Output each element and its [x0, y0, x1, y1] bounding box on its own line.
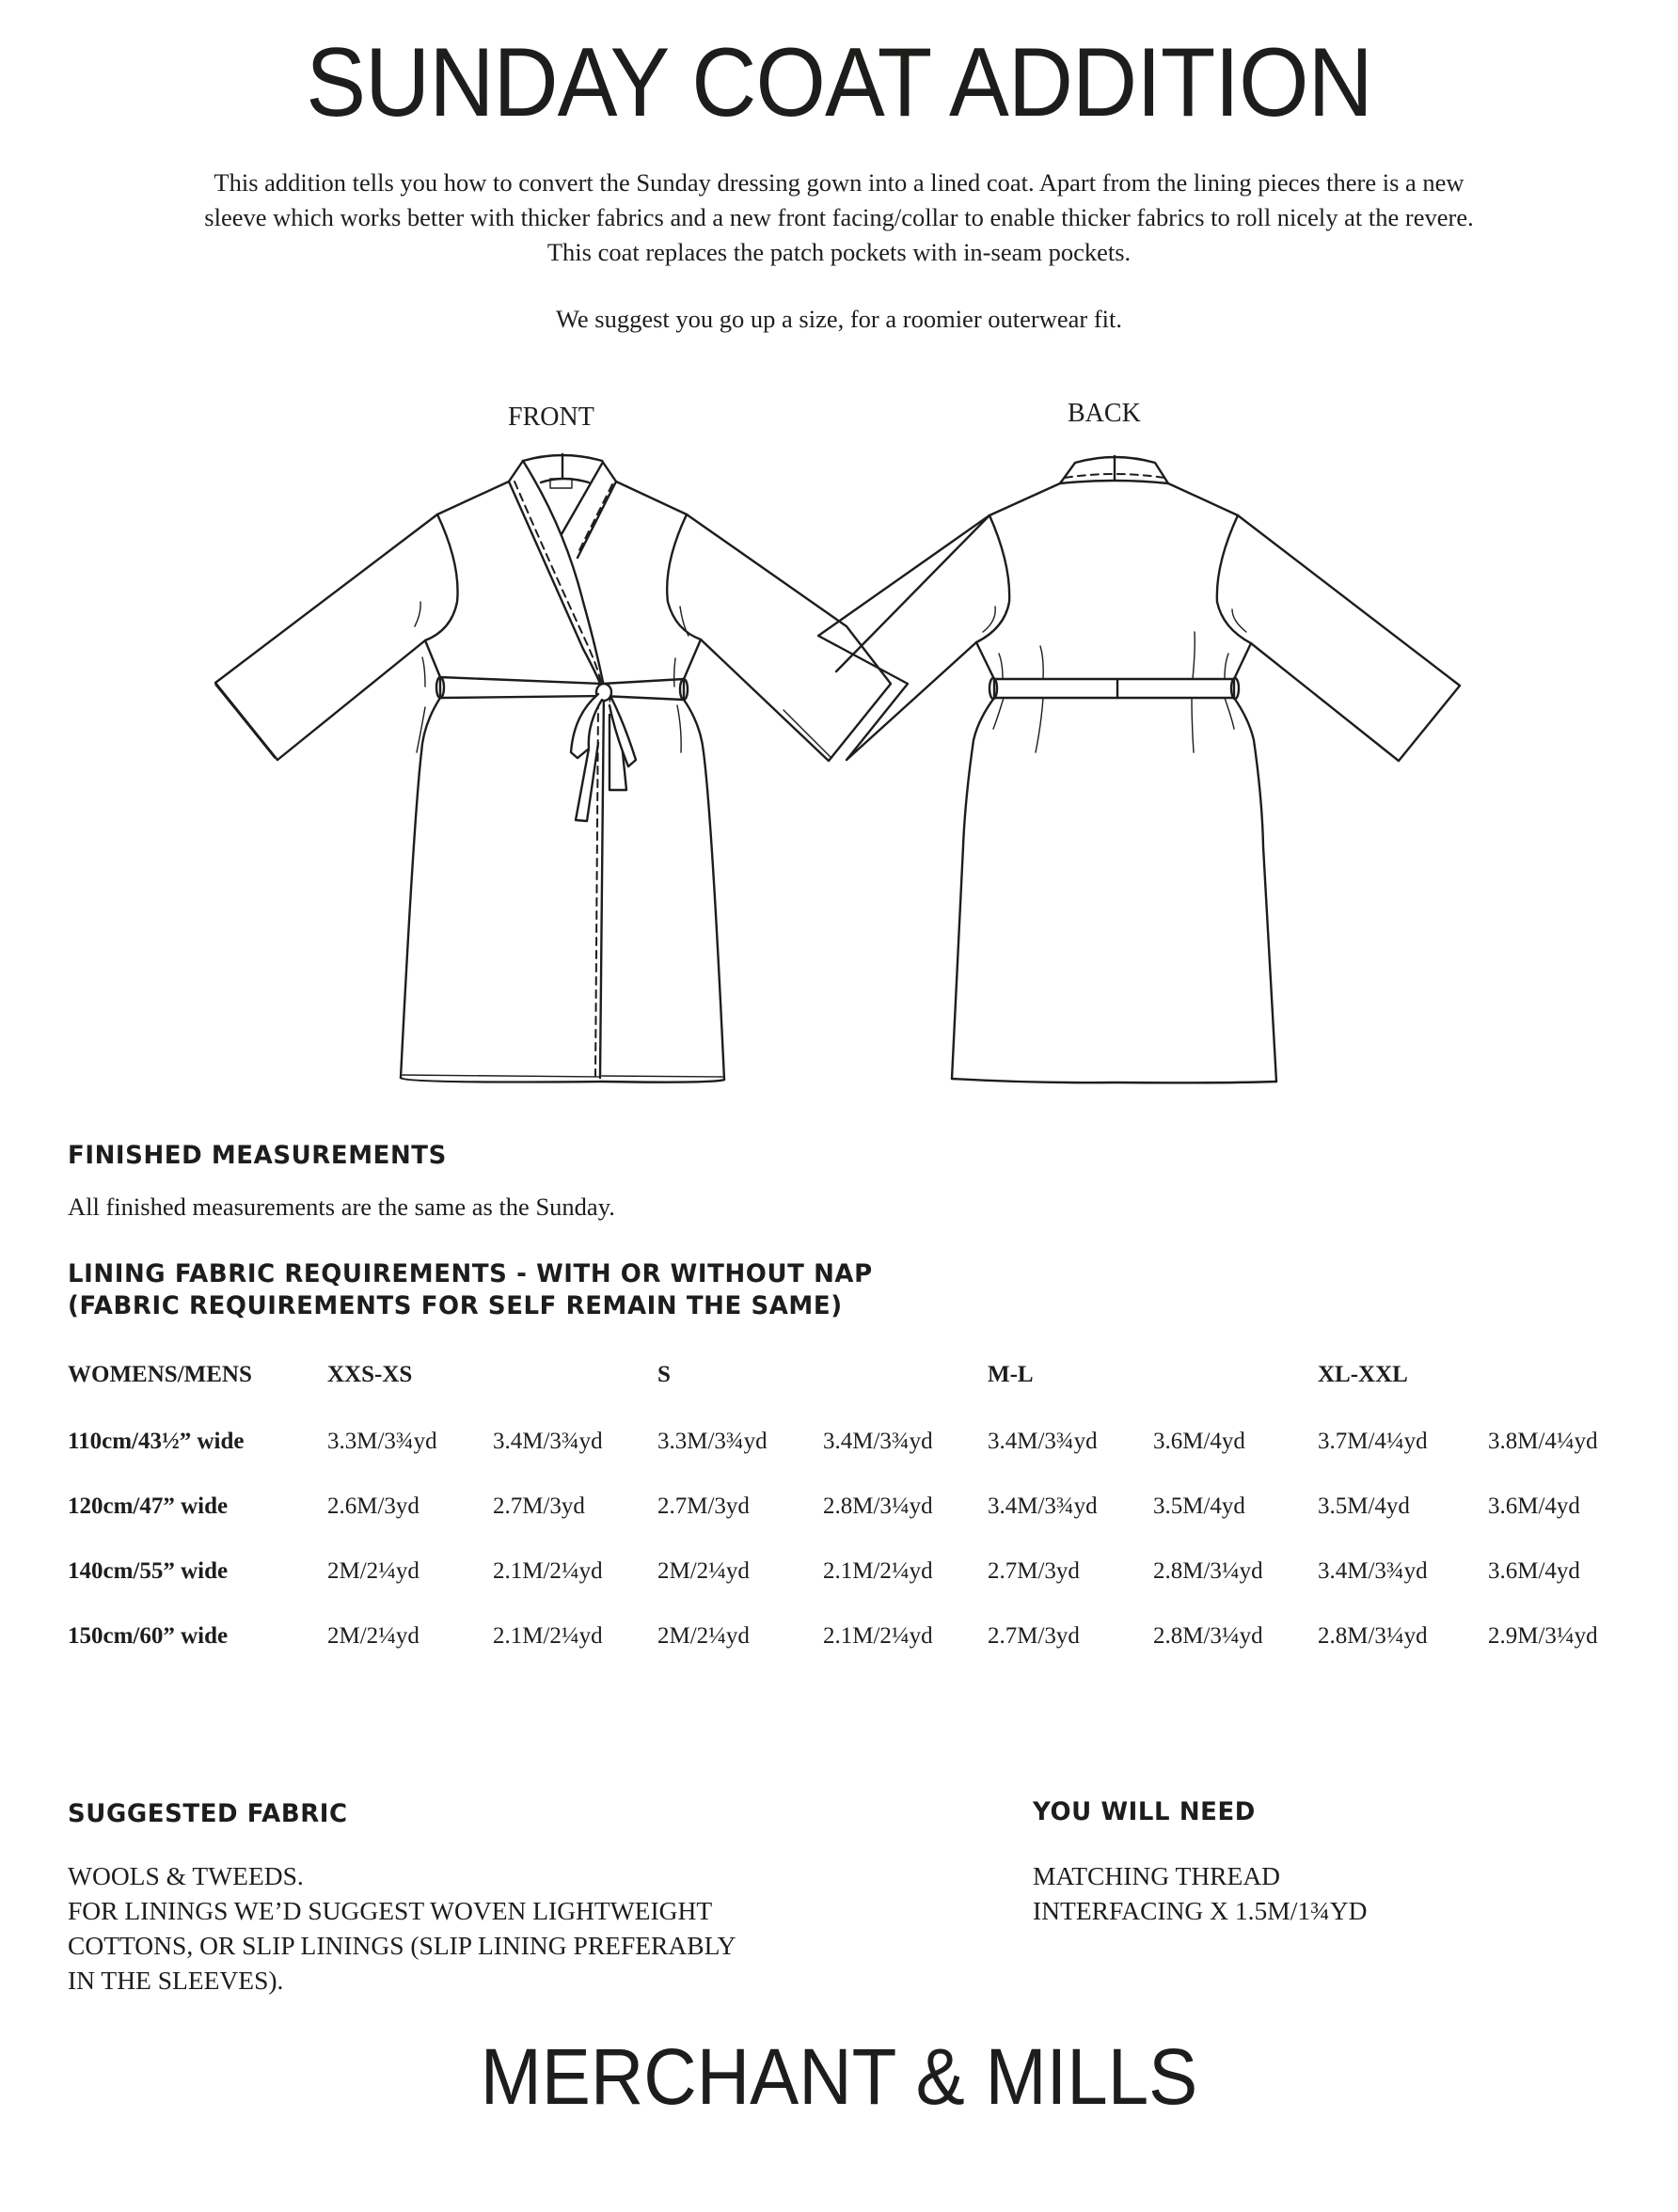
back-right-armhole: [1217, 515, 1251, 643]
fabric-amount-cell: 2.8M/3¼yd: [1318, 1623, 1428, 1649]
fabric-width-label: 120cm/47” wide: [68, 1493, 229, 1519]
front-left-lapel-outer: [509, 461, 602, 688]
fabric-amount-cell: 3.5M/4yd: [1318, 1493, 1410, 1519]
fabric-amount-cell: 2.1M/2¼yd: [493, 1623, 603, 1649]
front-opening-edge: [600, 688, 604, 1078]
front-right-side-upper: [684, 640, 701, 679]
size-group-header: S: [657, 1362, 671, 1387]
intro-line: This addition tells you how to convert the Sunday dressing gown into a lined coat. Apart from the lining pieces there is a new: [214, 168, 1464, 197]
table-row: [68, 1493, 1629, 1558]
lining-heading-line2: (FABRIC REQUIREMENTS FOR SELF REMAIN THE SAME): [68, 1291, 843, 1320]
back-view-label: BACK: [1068, 399, 1141, 428]
table-row: [68, 1623, 1629, 1688]
front-left-armhole: [425, 514, 458, 640]
lining-fabric-table: [68, 1362, 1629, 1688]
fabric-amount-cell: 2.7M/3yd: [988, 1558, 1080, 1584]
lining-heading-line1: LINING FABRIC REQUIREMENTS - WITH OR WITHOUT NAP: [68, 1259, 873, 1288]
size-group-header: M-L: [988, 1362, 1034, 1387]
fabric-amount-cell: 2.7M/3yd: [493, 1493, 585, 1519]
fabric-amount-cell: 3.4M/3¾yd: [493, 1429, 603, 1454]
back-pocket-mark-left: [983, 607, 995, 632]
fabric-amount-cell: 3.3M/3¾yd: [657, 1429, 768, 1454]
fabric-amount-cell: 2M/2¼yd: [327, 1558, 420, 1584]
front-left-side-lower: [401, 698, 440, 1078]
table-header-row: [68, 1362, 1629, 1429]
front-right-side-lower: [684, 700, 724, 1080]
front-left-lapel-stitching: [514, 482, 602, 687]
intro-line: sleeve which works better with thicker fabrics and a new front facing/collar to enable thicker fabrics to roll nicely at the revere.: [204, 203, 1474, 231]
fabric-width-label: 140cm/55” wide: [68, 1558, 229, 1584]
you-will-need-list: [1033, 1858, 1367, 1928]
fabric-amount-cell: 2.7M/3yd: [988, 1623, 1080, 1649]
back-right-side-upper: [1234, 643, 1251, 679]
fabric-amount-cell: 3.3M/3¾yd: [327, 1429, 437, 1454]
front-shoulder-right: [616, 482, 687, 514]
you-will-need-heading: YOU WILL NEED: [1033, 1797, 1256, 1826]
front-left-cuff-fold: [215, 685, 275, 758]
back-left-sleeve: [818, 515, 989, 760]
suggested-fabric-line: WOOLS & TWEEDS.: [68, 1861, 304, 1890]
finished-measurements-heading: FINISHED MEASUREMENTS: [68, 1141, 447, 1170]
back-left-armhole: [976, 515, 1009, 642]
back-shoulder-left: [989, 483, 1060, 515]
fabric-amount-cell: 3.8M/4¼yd: [1488, 1429, 1598, 1454]
front-left-sleeve: [215, 514, 437, 760]
size-suggestion: We suggest you go up a size, for a roomier outerwear fit.: [555, 305, 1123, 333]
back-right-sleeve: [1238, 515, 1460, 761]
back-left-side-lower: [952, 698, 994, 1079]
back-shoulder-right: [1168, 483, 1238, 515]
table-body: [68, 1429, 1629, 1688]
fabric-amount-cell: 2.8M/3¼yd: [1153, 1623, 1263, 1649]
suggested-fabric-heading: SUGGESTED FABRIC: [68, 1799, 348, 1828]
fabric-amount-cell: 3.6M/4yd: [1153, 1429, 1245, 1454]
table-corner-header: WOMENS/MENS: [68, 1362, 252, 1387]
fabric-amount-cell: 2M/2¼yd: [657, 1623, 750, 1649]
size-group-header: XL-XXL: [1318, 1362, 1408, 1387]
back-dart-left-inner: [1036, 646, 1043, 752]
suggested-fabric-list: [68, 1858, 736, 1998]
intro-line: This coat replaces the patch pockets with in-seam pockets.: [546, 238, 1132, 266]
back-left-side-upper: [976, 642, 994, 679]
front-pocket-mark-left: [415, 602, 425, 752]
fabric-width-label: 150cm/60” wide: [68, 1623, 229, 1649]
front-right-sleeve: [687, 514, 891, 761]
front-right-armhole: [667, 514, 701, 640]
back-pocket-mark-right: [1232, 609, 1246, 632]
notion-item: INTERFACING X 1.5M/1¾YD: [1033, 1896, 1368, 1925]
fabric-amount-cell: 2M/2¼yd: [657, 1558, 750, 1584]
fabric-width-label: 110cm/43½” wide: [68, 1429, 245, 1454]
fabric-amount-cell: 2.8M/3¼yd: [823, 1493, 933, 1519]
fabric-amount-cell: 3.6M/4yd: [1488, 1558, 1580, 1584]
fabric-amount-cell: 2.1M/2¼yd: [823, 1623, 933, 1649]
fabric-amount-cell: 2.9M/3¼yd: [1488, 1623, 1598, 1649]
brand-logo: MERCHANT & MILLS: [480, 2032, 1198, 2121]
fabric-amount-cell: 2.6M/3yd: [327, 1493, 420, 1519]
fabric-amount-cell: 3.7M/4¼yd: [1318, 1429, 1428, 1454]
finished-measurements-text: All finished measurements are the same as the Sunday.: [68, 1193, 615, 1221]
notion-item: MATCHING THREAD: [1033, 1861, 1281, 1890]
suggested-fabric-line: IN THE SLEEVES).: [68, 1966, 284, 1995]
fabric-amount-cell: 3.4M/3¾yd: [988, 1429, 1098, 1454]
suggested-fabric-line: FOR LININGS WE’D SUGGEST WOVEN LIGHTWEIGHT: [68, 1896, 713, 1925]
front-left-side-upper: [425, 640, 440, 677]
suggested-fabric-line: COTTONS, OR SLIP LININGS (SLIP LINING PREFERABLY: [68, 1931, 736, 1960]
size-group-header: XXS-XS: [327, 1362, 413, 1387]
back-right-side-lower: [1234, 698, 1276, 1082]
back-coat-drawing: [818, 456, 1460, 1082]
front-view-label: FRONT: [508, 403, 594, 432]
back-belt: [994, 679, 1234, 698]
table-row: [68, 1558, 1629, 1623]
back-left-sleeve-front-edge: [836, 515, 989, 672]
table-row: [68, 1429, 1629, 1493]
lining-requirements-heading: [68, 1258, 873, 1322]
front-right-cuff-fold: [784, 710, 831, 758]
front-coat-drawing: [215, 454, 891, 1082]
fabric-amount-cell: 2M/2¼yd: [327, 1623, 420, 1649]
fabric-amount-cell: 2.1M/2¼yd: [493, 1558, 603, 1584]
fabric-amount-cell: 3.4M/3¾yd: [823, 1429, 933, 1454]
fabric-amount-cell: 2.1M/2¼yd: [823, 1558, 933, 1584]
front-hem: [401, 1078, 724, 1082]
fabric-amount-cell: 3.4M/3¾yd: [1318, 1558, 1428, 1584]
fabric-amount-cell: 2.8M/3¼yd: [1153, 1558, 1263, 1584]
front-belt: [440, 677, 684, 700]
page-title: SUNDAY COAT ADDITION: [306, 28, 1372, 137]
front-shoulder-left: [437, 482, 509, 514]
fabric-amount-cell: 3.4M/3¾yd: [988, 1493, 1098, 1519]
fabric-amount-cell: 3.6M/4yd: [1488, 1493, 1580, 1519]
back-hem: [952, 1079, 1276, 1082]
fabric-amount-cell: 3.5M/4yd: [1153, 1493, 1245, 1519]
fabric-amount-cell: 2.7M/3yd: [657, 1493, 750, 1519]
front-hem-fold: [403, 1075, 722, 1077]
